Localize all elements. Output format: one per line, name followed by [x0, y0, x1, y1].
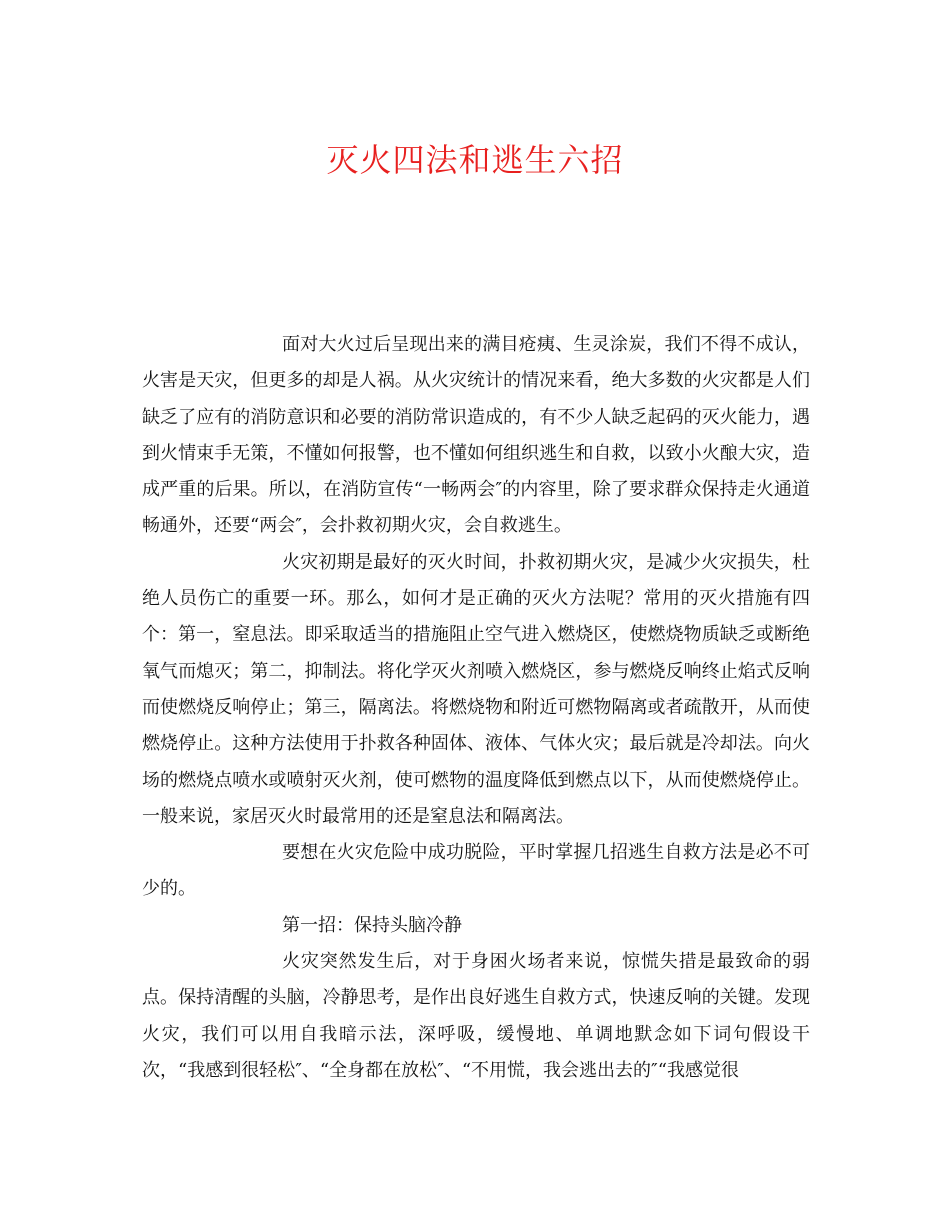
paragraph-tip-1: 火灾突然发生后，对于身困火场者来说，惊慌失措是最致命的弱点。保持清醒的头脑，冷静思考，是作出良好逃生自救方式，快速反响的关键。发现火灾，我们可以用自我暗示法，深呼吸，缓慢地、单调地默念如下词句假设干次，“我感到很轻松″、“全身都在放松″、“不用慌，我会逃出去的″“我感觉很 [142, 951, 810, 1081]
paragraph-intro: 面对大火过后呈现出来的满目疮痍、生灵涂炭，我们不得不成认，火害是天灾，但更多的却是人祸。从火灾统计的情况来看，绝大多数的火灾都是人们缺乏了应有的消防意识和必要的消防常识造成的，有不少人缺乏起码的灭火能力，遇到火情束手无策，不懂如何报警，也不懂如何组织逃生和自救，以致小火酿大灾，造成严重的后果。所以，在消防宣传“一畅两会″的内容里，除了要求群众保持走火通道畅通外，还要“两会″，会扑救初期火灾，会自救逃生。 [142, 334, 810, 537]
paragraph-extinguishing-methods: 火灾初期是最好的灭火时间，扑救初期火灾，是减少火灾损失，杜绝人员伤亡的重要一环。那么，如何才是正确的灭火方法呢？常用的灭火措施有四个：第一，窒息法。即采取适当的措施阻止空气进入燃烧区，使燃烧物质缺乏或断绝氧气而熄灭；第二，抑制法。将化学灭火剂喷入燃烧区，参与燃烧反响终止焰式反响而使燃烧反响停止；第三，隔离法。将燃烧物和附近可燃物隔离或者疏散开，从而使燃烧停止。这种方法使用于扑救各种固体、液体、气体火灾；最后就是冷却法。向火场的燃烧点喷水或喷射灭火剂，使可燃物的温度降低到燃点以下，从而使燃烧停止。一般来说，家居灭火时最常用的还是窒息法和隔离法。 [142, 551, 810, 827]
document-title: 灭火四法和逃生六招 [326, 141, 624, 179]
paragraph-escape-intro: 要想在火灾危险中成功脱险，平时掌握几招逃生自救方法是必不可少的。 [142, 842, 810, 900]
document-body [142, 327, 810, 1089]
section-heading-tip-1: 第一招：保持头脑冷静 [282, 914, 462, 936]
